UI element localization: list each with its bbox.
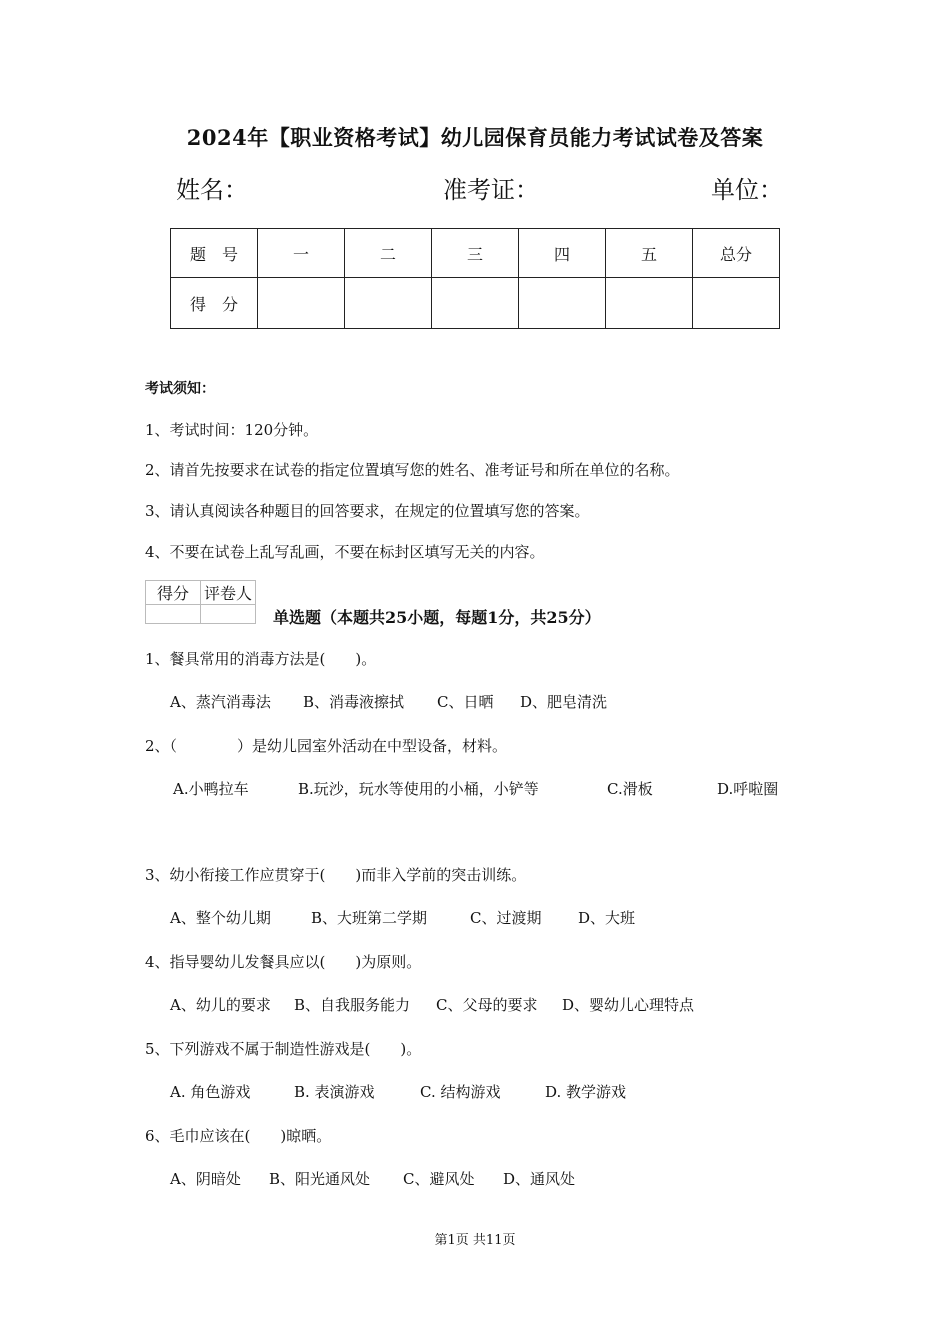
- score-cell[interactable]: [432, 278, 519, 329]
- question-option: A、阴暗处: [170, 1170, 241, 1188]
- score-cell[interactable]: [519, 278, 606, 329]
- score-cell[interactable]: [258, 278, 345, 329]
- question-stem: 2、（ ）是幼儿园室外活动在中型设备，材料。: [145, 737, 508, 755]
- question-stem: 3、幼小衔接工作应贯穿于( )而非入学前的突击训练。: [145, 866, 527, 884]
- score-cell[interactable]: [345, 278, 432, 329]
- grader-reviewer-label: 评卷人: [201, 581, 256, 605]
- score-cell[interactable]: [693, 278, 780, 329]
- question-option: B、消毒液擦拭: [303, 693, 405, 711]
- score-table: [170, 228, 780, 329]
- question-option: D.呼啦圈: [717, 780, 779, 798]
- grader-box: [145, 580, 256, 624]
- score-header-cell: 一: [258, 229, 345, 278]
- notice-item: 1、考试时间：120分钟。: [145, 421, 319, 439]
- question-stem: 6、毛巾应该在( )晾晒。: [145, 1127, 332, 1145]
- score-header-cell: 题 号: [171, 229, 258, 278]
- question-option: C、日晒: [437, 693, 494, 711]
- exam-title: 2024年【职业资格考试】幼儿园保育员能力考试试卷及答案: [186, 125, 764, 150]
- question-stem: 4、指导婴幼儿发餐具应以( )为原则。: [145, 953, 422, 971]
- score-header-cell: 四: [519, 229, 606, 278]
- score-header-cell: 总分: [693, 229, 780, 278]
- question-option: A、蒸汽消毒法: [170, 693, 271, 711]
- question-option: D、婴幼儿心理特点: [562, 996, 695, 1014]
- question-option: C、避风处: [403, 1170, 475, 1188]
- score-table-score-row: [171, 278, 780, 329]
- question-option: A. 角色游戏: [170, 1083, 251, 1101]
- ticket-field-label: 准考证：: [443, 176, 539, 204]
- question-option: A、幼儿的要求: [170, 996, 271, 1014]
- score-header-cell: 五: [606, 229, 693, 278]
- grader-score-cell[interactable]: [146, 605, 201, 624]
- notice-item: 4、不要在试卷上乱写乱画，不要在标封区填写无关的内容。: [145, 543, 545, 561]
- name-field-label: 姓名：: [176, 176, 248, 204]
- question-option: D、大班: [578, 909, 636, 927]
- question-option: B、自我服务能力: [294, 996, 411, 1014]
- question-option: C、父母的要求: [436, 996, 538, 1014]
- score-cell[interactable]: [606, 278, 693, 329]
- page-footer: 第1页 共11页: [434, 1233, 516, 1248]
- unit-field-label: 单位：: [711, 176, 783, 204]
- notice-item: 3、请认真阅读各种题目的回答要求，在规定的位置填写您的答案。: [145, 502, 590, 520]
- grader-score-label: 得分: [146, 581, 201, 605]
- question-option: C.滑板: [607, 780, 653, 798]
- notice-item: 2、请首先按要求在试卷的指定位置填写您的姓名、准考证号和所在单位的名称。: [145, 461, 680, 479]
- question-option: D、通风处: [503, 1170, 576, 1188]
- section-title: 单选题（本题共25小题，每题1分，共25分）: [273, 608, 601, 627]
- question-option: A.小鸭拉车: [173, 780, 249, 798]
- question-option: D. 教学游戏: [545, 1083, 627, 1101]
- score-header-cell: 二: [345, 229, 432, 278]
- notice-heading: 考试须知：: [145, 381, 215, 397]
- question-option: B. 表演游戏: [294, 1083, 375, 1101]
- question-option: B.玩沙，玩水等使用的小桶，小铲等: [298, 780, 539, 798]
- question-option: B、阳光通风处: [269, 1170, 371, 1188]
- score-header-cell: 三: [432, 229, 519, 278]
- question-stem: 5、下列游戏不属于制造性游戏是( )。: [145, 1040, 422, 1058]
- score-row-label: 得 分: [171, 278, 258, 329]
- score-table-header-row: [171, 229, 780, 278]
- grader-reviewer-cell[interactable]: [201, 605, 256, 624]
- question-option: C、过渡期: [470, 909, 542, 927]
- question-option: B、大班第二学期: [311, 909, 428, 927]
- question-stem: 1、餐具常用的消毒方法是( )。: [145, 650, 377, 668]
- question-option: A、整个幼儿期: [170, 909, 271, 927]
- question-option: D、肥皂清洗: [520, 693, 608, 711]
- question-option: C. 结构游戏: [420, 1083, 501, 1101]
